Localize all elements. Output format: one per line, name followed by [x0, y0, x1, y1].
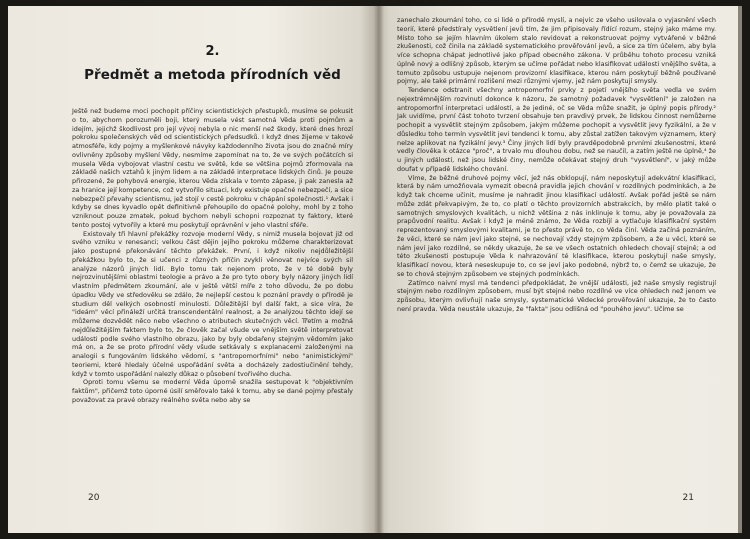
page-number-left: 20: [88, 493, 100, 503]
book-spread: [8, 6, 742, 533]
paragraph: Tendence odstranit všechny antropomorfní prvky z pojetí vnějšího světa vedla ve svém nejextrémnějším rozvinutí dokonce k názoru, že samotný požadavek "vysvětlení" je založen na antropomorfní interpretaci událostí, a že jediné, oč se Věda může snažit, je úplný popis přírody.² Jak uvidíme, první část tohoto tvrzení obsahuje ten pravdivý prvek, že lidskou činnost nemůžeme pochopit a vysvětlit stejným způsobem, jakým můžeme pochopit a vysvětlit jevy fyzikální, a že v důsledku toho termín vysvětlit jevi tendenci k tomu, aby zůstal zatížen takovým významem, který nelze aplikovat na fyzikální jevy.³ Činy jiných lidí byly pravděpodobně prvními zkušenostmi, které vedly člověka k otázce "proč", a trvalo mu dlouhou dobu, než se naučil, a zatím ještě ne úplně,⁴ že u jiných událostí, než jsou lidské činy, nemůže očekávat stejný druh "vysvětlení", v jaký může doufat v případě lidského chování.: [397, 86, 716, 173]
paragraph: Ještě než budeme moci pochopit příčiny scientistických přestupků, musíme se pokusit o to, abychom porozuměli boji, který musela vést samotná Věda proti pojmům a idejím, jejichž škodlivost pro její vývoj nebyla o nic menší než škody, které dnes hrozí pokroku společenských věd od scientistických předsudků. I když dnes žijeme v takové atmosféře, kdy pojmy a myšlenkové návyky každodenního života jsou do značné míry ovlivněny způsoby myšlení Vědy, nesmíme zapomínat na to, že ve svých počátcích si musela Věda vybojovat vlastní cestu ve světě, kde se většina pojmů zformovala na základě našich vztahů k jiným lidem a na základě interpretace lidských činů. Je pouze přirozené, že pohybová energie, kterou Věda získala v tomto zápase, ji pak zanesla až za hranice její kompetence, což vytvořilo situaci, kdy existuje opačné nebezpečí, a sice nebezpečí převahy scientismu, jež stojí v cestě pokroku v chápání společnosti.¹ Avšak i kdyby se dnes kyvadlo opět definitivně přehoupilo do opačné polohy, mohl by z toho vzniknout pouze zmatek, pokud bychom nebyli schopni rozpoznat ty faktory, které tento postoj vytvořily a které mu poskytují oprávnění v jeho vlastní sféře.: [72, 107, 353, 229]
page-number-right: 21: [682, 493, 694, 503]
chapter-title: Předmět a metoda přírodních věd: [84, 67, 341, 83]
chapter-number: 2.: [205, 44, 220, 59]
left-page: [8, 6, 375, 533]
right-page: [375, 6, 742, 533]
page-edge: [738, 6, 742, 533]
paragraph: Víme, že běžné druhové pojmy věcí, jež nás obklopují, nám neposkytují adekvátní klasifikaci, která by nám umožňovala vymezit obecná pravidla jejich chování v rozdílných podmínkách, a že když tak chceme učinit, musíme je nahradit jinou klasifikací událostí. Avšak pořád ještě se nám může zdát překvapivým, že to, co platí o těchto provizorních abstrakcích, by mělo platit také o samotných smyslových kvalitách, u nichž většina z nás inklinuje k tomu, aby je považovala za prapůvodní realitu. Avšak i když je méně známo, že Věda rozbíjí a vytlačuje klasifikační systém reprezentovaný smyslovými kvalitami, je to přesto právě to, co Věda činí. Věda začíná poznáním, že věci, které se nám jeví jako stejné, se nechovají vždy stejným způsobem, a že u věcí, které se nám jeví jako rozdílné, se někdy ukazuje, že se ve všech ostatních ohledech chovají stejně; a od této zkušenosti postupuje Věda k nahrazování té klasifikace, kterou poskytují naše smysly, klasifikací novou, která neseskupuje to, co se jeví jako podobné, nýbrž to, o čemž se ukazuje, že se to chová stejným způsobem ve stejných podmínkách.: [397, 173, 716, 278]
right-page-text: [397, 16, 716, 314]
paragraph: Existovaly tři hlavní překážky rozvoje moderní Vědy, s nimiž musela bojovat již od svého vzniku v renesanci; velkou část dějin jejího pokroku můžeme charakterizovat jako postupné překonávání těchto překážek. První, i když nikoliv nejdůležitější překážkou bylo to, že si učenci z různých příčin zvykli věnovat nejvíce svých sil analýze názorů jiných lidí. Bylo tomu tak nejenom proto, že v té době byly nejrozvinutějšími oblastmi teologie a právo a že pro tyto obory byly názory jiných lidí vlastním předmětem zkoumání, ale v ještě větší míře z toho důvodu, že po dobu úpadku Vědy ve středověku se zdálo, že nejlepší cestou k poznání pravdy o přírodě je studium děl velkých osobností minulosti. Důležitější byl další fakt, a sice víra, že "ideám" věcí přináleží určitá transcendentální realnost, a že analýzou těchto idejí se můžeme dozvědět něco nebo všechno o atributech skutečných věcí. Třetím a možná nejdůležitějším faktem bylo to, že člověk začal všude ve vnějším světě interpretovat události podle svého vlastního obrazu, jako by byly obdařeny stejným vědomím jako má on, a že se proto přírodní vědy všude setkávaly s explanacemi založenými na analogii s fungováním lidského vědomí, s "antropomorfními" nebo "animistickými" teoriemi, které hledaly účelné uspořádání světa a docházely zadostiučinění tehdy, když v tomto uspořádání nalezly důkaz o působení tvořivého ducha.: [72, 229, 353, 378]
paragraph: Zatímco naivní mysl má tendenci předpokládat, že vnější události, jež naše smysly registrují stejným nebo rozdílným způsobem, musí být stejné nebo rozdílné ve více ohledech než jenom ve způsobu, kterým ovlivňují naše smysly, systematické Vědecké prověřování ukazuje, že to často není pravda. Věda neustále ukazuje, že "fakta" jsou odlišná od "pouhého jevu". Učíme se: [397, 278, 716, 313]
left-page-text: [72, 107, 353, 405]
paragraph: zanechalo zkoumání toho, co si lidé o přírodě myslí, a nejvíc ze všeho usilovala o vyjasnění všech teorií, které předstíraly vysvětlení jevů tím, že jim připisovaly řídící rozum, stejný jako máme my. Místo toho se jejím hlavním úkolem stalo revidovat a rekonstruovat pojmy vytvářené v běžné zkušenosti, což činila na základě systematického prověřování jevů, a sice za tím účelem, aby byla více schopna chápat jednotlivé jako případ obecného zákona. V průběhu tohoto procesu vzniká úplně nový a odlišný způsob, kterým se učíme pořádat nebo klasifikovat události vnějšího světa, a tomuto způsobu ustupuje nejenom provizorní klasifikace, kterou nám poskytují běžně používané pojmy, ale také primární rozlišení mezi různými vjemy, jež nám poskytují smysly.: [397, 16, 716, 86]
paragraph: Oproti tomu všemu se moderní Věda úporně snažila sestupovat k "objektivním faktům", přičemž toto úporné úsilí směřovalo také k tomu, aby se dané pojmy přestaly považovat za pravé obrazy reálného světa nebo aby se: [72, 378, 353, 404]
